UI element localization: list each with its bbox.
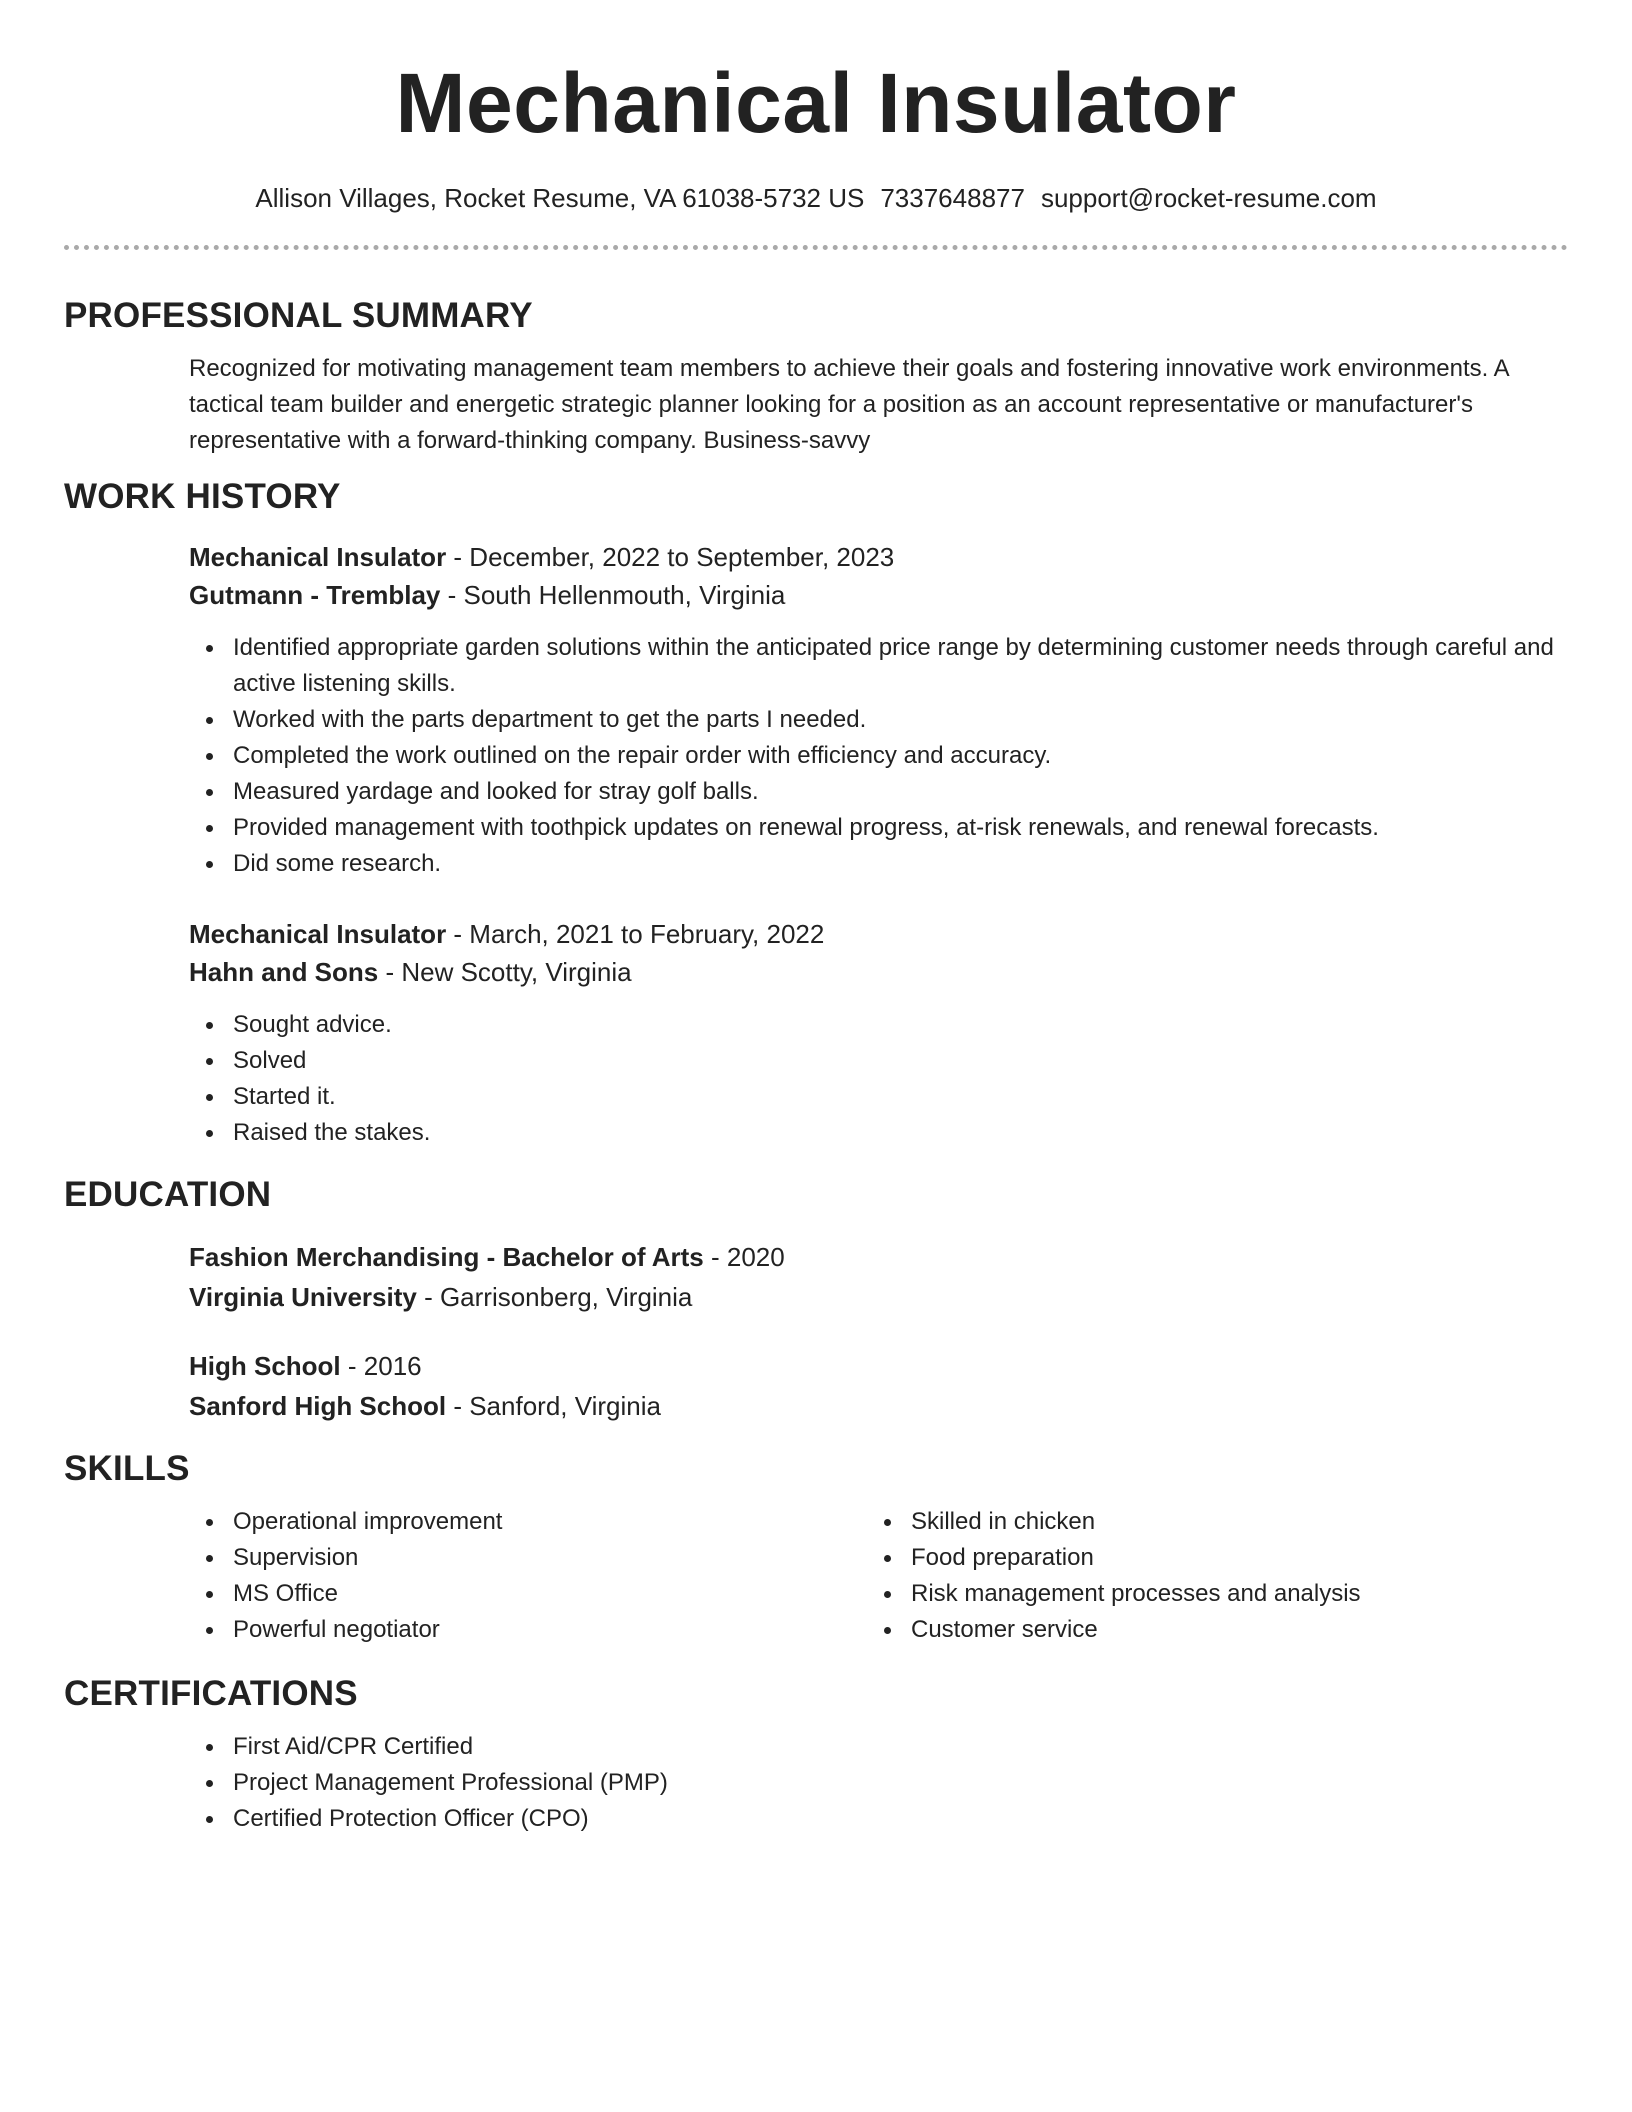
summary-text: Recognized for motivating management team members to achieve their goals and fostering innovative work environments. A tactical team builder and energetic strategic planner looking for a position as an account representative or manufacturer's representative with a forward-thinking company. Business-savvy [189, 355, 1509, 454]
job-entry [189, 538, 1568, 614]
certifications-list [189, 1729, 1568, 1837]
job-title-line [189, 538, 1568, 576]
education-school: Virginia University [189, 1282, 417, 1312]
skills-column [867, 1504, 1567, 1648]
list-item: MS Office [189, 1576, 867, 1612]
job-role: Mechanical Insulator [189, 919, 447, 949]
contact-phone: 7337648877 [880, 183, 1025, 213]
list-item: Completed the work outlined on the repair order with efficiency and accuracy. [189, 738, 1568, 774]
candidate-name: Mechanical Insulator [395, 56, 1237, 150]
job-duties-list [189, 630, 1568, 882]
resume-page [64, 0, 1568, 1837]
education-school: Sanford High School [189, 1391, 447, 1421]
list-item: Project Management Professional (PMP) [189, 1765, 1568, 1801]
job-dates: - December, 2022 to September, 2023 [446, 542, 895, 572]
job-dates: - March, 2021 to February, 2022 [446, 919, 825, 949]
list-item: Sought advice. [189, 1007, 1568, 1043]
list-item: Did some research. [189, 846, 1568, 882]
summary-heading: PROFESSIONAL SUMMARY [64, 296, 533, 335]
education-school-line [189, 1277, 1568, 1317]
work-history-heading: WORK HISTORY [64, 477, 341, 516]
job-entry [189, 915, 1568, 991]
list-item: Risk management processes and analysis [867, 1576, 1567, 1612]
education-heading: EDUCATION [64, 1175, 272, 1214]
education-location: - Garrisonberg, Virginia [416, 1282, 693, 1312]
job-company-line [189, 576, 1568, 614]
skills-column [189, 1504, 867, 1648]
list-item: Powerful negotiator [189, 1612, 867, 1648]
list-item: Solved [189, 1043, 1568, 1079]
education-location: - Sanford, Virginia [446, 1391, 661, 1421]
job-location: - South Hellenmouth, Virginia [440, 580, 786, 610]
list-item: Measured yardage and looked for stray golf balls. [189, 774, 1568, 810]
list-item: Operational improvement [189, 1504, 867, 1540]
list-item: Started it. [189, 1079, 1568, 1115]
header-divider [64, 245, 1568, 250]
education-degree-line [189, 1237, 1568, 1277]
job-company-line [189, 953, 1568, 991]
education-year: - 2020 [703, 1242, 785, 1272]
list-item: Identified appropriate garden solutions within the anticipated price range by determining customer needs through careful and active listening skills. [189, 630, 1568, 702]
list-item: Certified Protection Officer (CPO) [189, 1801, 1568, 1837]
skills-list [189, 1504, 867, 1648]
list-item: Customer service [867, 1612, 1567, 1648]
list-item: Worked with the parts department to get the parts I needed. [189, 702, 1568, 738]
education-entry [189, 1346, 1568, 1426]
contact-address: Allison Villages, Rocket Resume, VA 61038-5732 US [255, 183, 865, 213]
education-school-line [189, 1386, 1568, 1426]
education-degree: High School [189, 1351, 341, 1381]
list-item: Raised the stakes. [189, 1115, 1568, 1151]
job-company: Hahn and Sons [189, 957, 379, 987]
job-location: - New Scotty, Virginia [378, 957, 632, 987]
education-degree: Fashion Merchandising - Bachelor of Arts [189, 1242, 704, 1272]
education-year: - 2016 [340, 1351, 422, 1381]
list-item: Skilled in chicken [867, 1504, 1567, 1540]
job-duties-list [189, 1007, 1568, 1151]
certifications-heading: CERTIFICATIONS [64, 1674, 358, 1713]
job-role: Mechanical Insulator [189, 542, 447, 572]
education-entry [189, 1237, 1568, 1317]
education-degree-line [189, 1346, 1568, 1386]
list-item: Supervision [189, 1540, 867, 1576]
job-company: Gutmann - Tremblay [189, 580, 441, 610]
job-title-line [189, 915, 1568, 953]
skills-heading: SKILLS [64, 1449, 190, 1488]
contact-line [64, 182, 1568, 214]
list-item: Food preparation [867, 1540, 1567, 1576]
list-item: First Aid/CPR Certified [189, 1729, 1568, 1765]
skills-list [867, 1504, 1567, 1648]
contact-email: support@rocket-resume.com [1040, 183, 1377, 213]
skills-grid [189, 1504, 1568, 1648]
list-item: Provided management with toothpick updates on renewal progress, at-risk renewals, and renewal forecasts. [189, 810, 1568, 846]
